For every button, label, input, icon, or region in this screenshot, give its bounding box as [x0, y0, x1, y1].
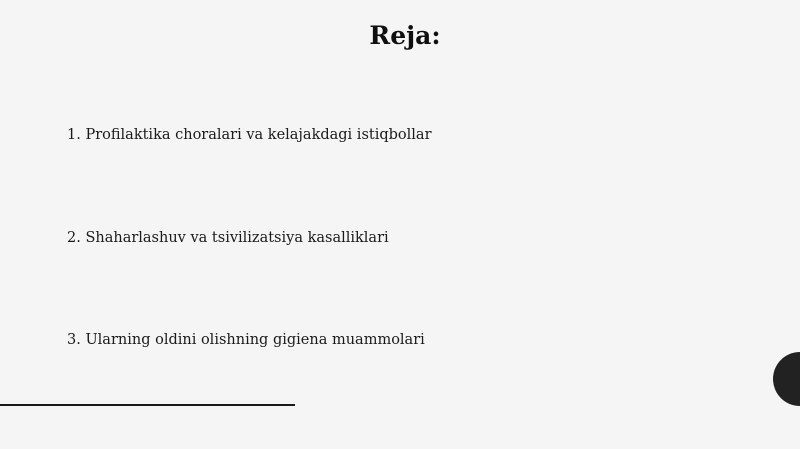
plan-item-1: 1. Profilaktika choralari va kelajakdagi istiqbollar	[67, 127, 432, 143]
bottom-divider	[0, 404, 295, 406]
circle-button-icon[interactable]	[773, 352, 800, 406]
plan-item-3: 3. Ularning oldini olishning gigiena muammolari	[67, 332, 425, 348]
slide-title: Reja:	[369, 21, 441, 50]
plan-item-2: 2. Shaharlashuv va tsivilizatsiya kasalliklari	[67, 230, 389, 246]
